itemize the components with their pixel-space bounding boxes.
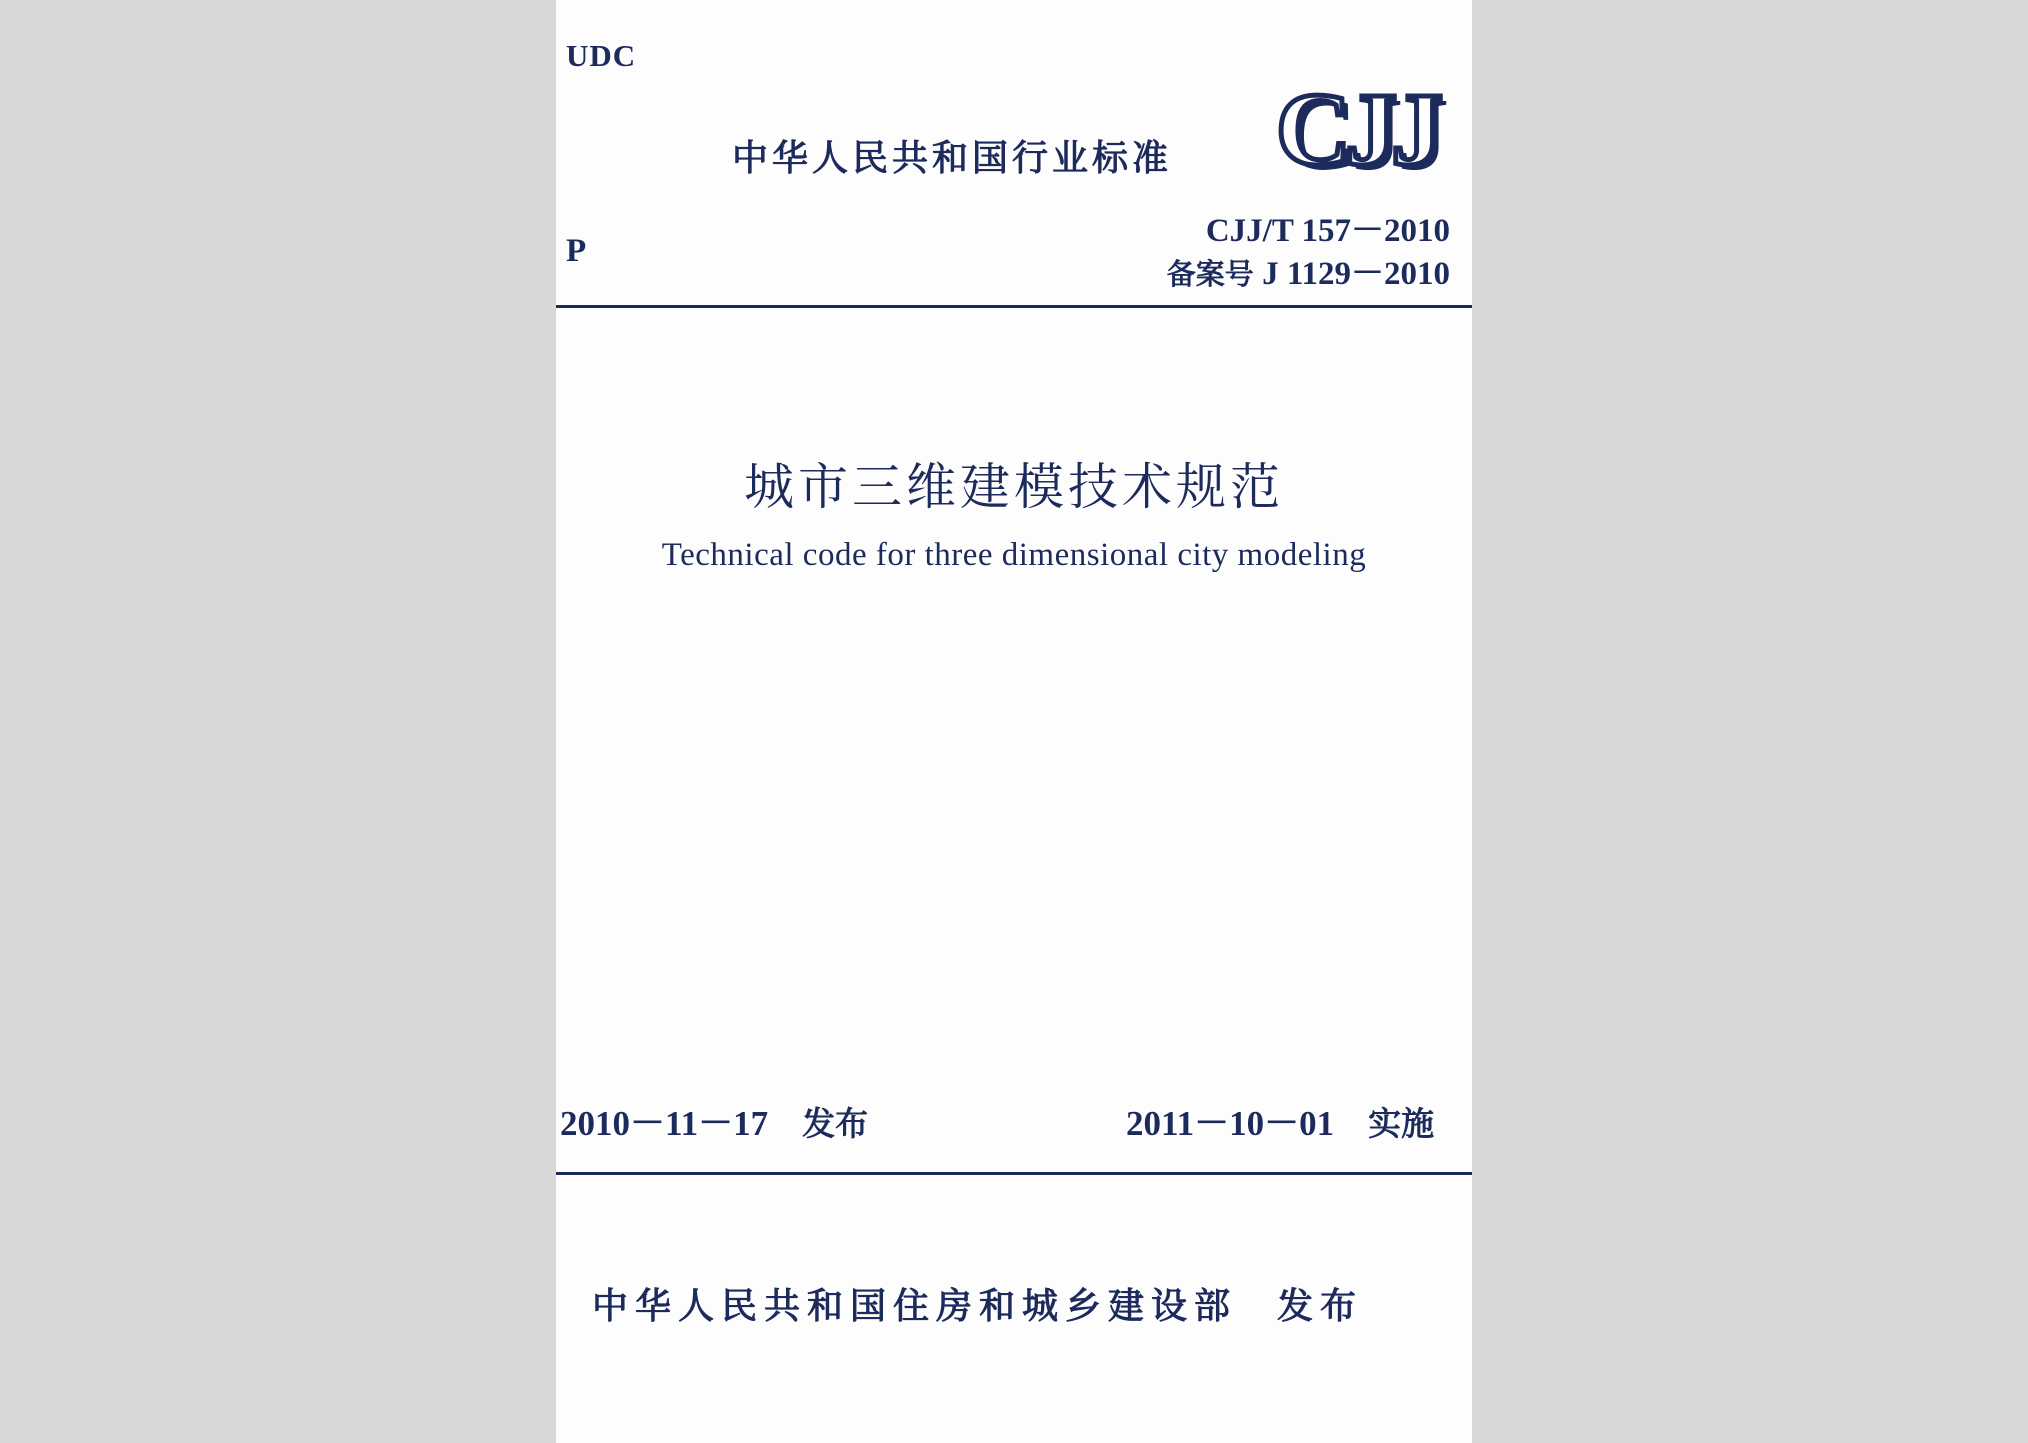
bottom-divider	[556, 1172, 1472, 1175]
cjj-logo: CJJ	[1276, 72, 1438, 187]
issue-label: 发布	[802, 1104, 869, 1143]
standard-cover-page	[556, 0, 1472, 1443]
publisher-name: 中华人民共和国住房和城乡建设部	[592, 1286, 1238, 1327]
udc-label: UDC	[566, 38, 637, 73]
publisher-line	[592, 1278, 1363, 1329]
record-number: J 1129－2010	[1262, 256, 1450, 292]
title-chinese: 城市三维建模技术规范	[744, 458, 1284, 516]
record-label: 备案号	[1166, 257, 1254, 291]
effective-date-line	[1126, 1096, 1434, 1146]
effective-label: 实施	[1368, 1104, 1435, 1143]
standard-code: CJJ/T 157－2010	[1205, 213, 1450, 249]
issue-date: 2010－11－17	[560, 1104, 769, 1143]
publisher-action: 发布	[1277, 1286, 1364, 1327]
issue-date-line	[560, 1096, 868, 1146]
effective-date: 2011－10－01	[1126, 1104, 1335, 1143]
industry-standard-heading: 中华人民共和国行业标准	[732, 138, 1173, 179]
record-number-line	[1167, 247, 1450, 294]
title-english: Technical code for three dimensional city modeling	[661, 537, 1367, 573]
top-divider	[556, 305, 1472, 308]
classification-letter: P	[566, 233, 587, 269]
